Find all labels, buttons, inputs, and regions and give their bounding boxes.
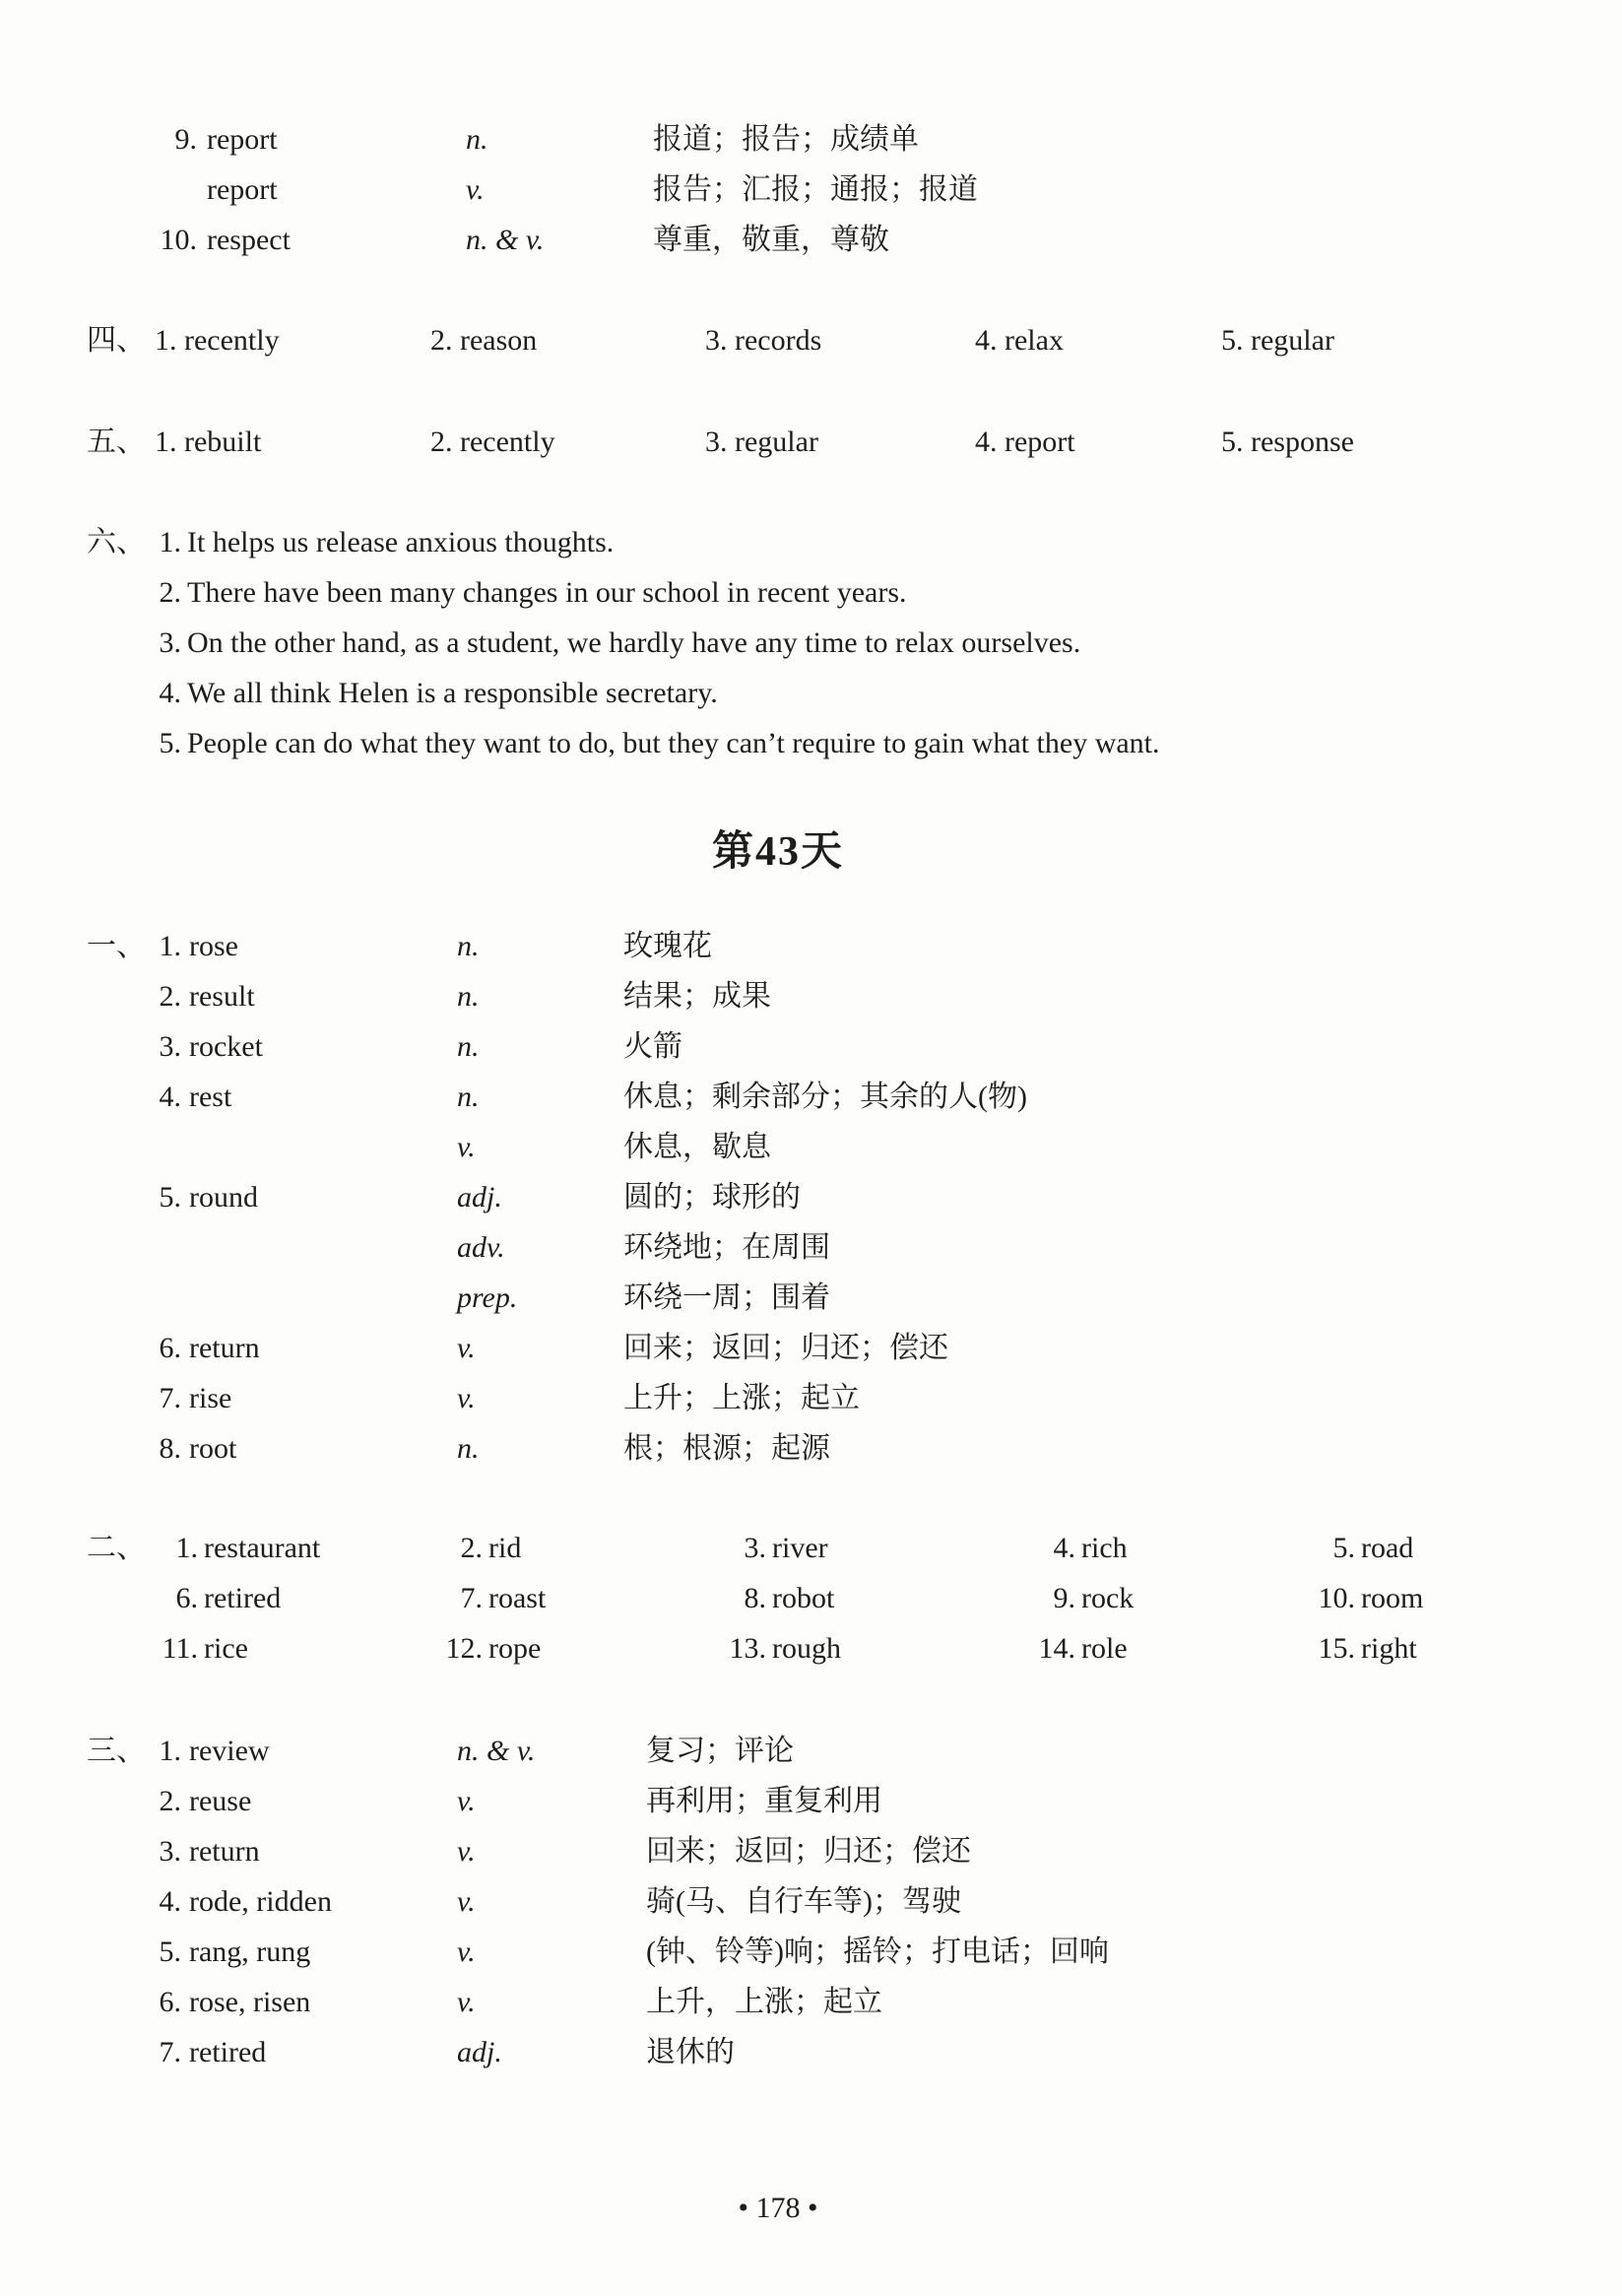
answer-row bbox=[0, 315, 1622, 365]
section-4 bbox=[0, 315, 1622, 365]
entry-word: report bbox=[207, 123, 278, 156]
entry-row bbox=[0, 1776, 1622, 1826]
part-of-speech: v. bbox=[466, 173, 485, 206]
section-label: 三、 bbox=[87, 1735, 146, 1767]
item-number: 4. bbox=[1053, 1532, 1075, 1564]
answer-item bbox=[1032, 1623, 1128, 1673]
item-word: rich bbox=[1081, 1532, 1128, 1564]
entry-word: rode, ridden bbox=[189, 1885, 332, 1918]
definition: 回来；返回；归还；偿还 bbox=[646, 1835, 971, 1868]
entry-row bbox=[0, 971, 1622, 1021]
answer-grid-row bbox=[0, 1623, 1622, 1673]
section-6 bbox=[0, 517, 1622, 768]
sentence-number: 5. bbox=[159, 727, 181, 759]
part-of-speech: v. bbox=[457, 1131, 476, 1163]
definition: 再利用；重复利用 bbox=[646, 1785, 882, 1817]
sentence-text: On the other hand, as a student, we hardly have any time to relax ourselves. bbox=[187, 626, 1081, 659]
entry-row bbox=[0, 1323, 1622, 1373]
sentence-text: There have been many changes in our school in recent years. bbox=[187, 576, 907, 609]
item-number: 8. bbox=[744, 1582, 766, 1614]
item-number: 13. bbox=[729, 1632, 766, 1665]
entry-row bbox=[0, 1072, 1622, 1122]
section-label: 六、 bbox=[87, 526, 146, 558]
item-word: role bbox=[1081, 1632, 1128, 1665]
answer-grid-row bbox=[0, 1523, 1622, 1573]
entry-number: 7. bbox=[159, 2036, 181, 2068]
definition: 报告；汇报；通报；报道 bbox=[653, 173, 978, 206]
entry-row bbox=[0, 215, 1622, 265]
section-label: 四、 bbox=[87, 324, 146, 357]
continued-vocabulary-list bbox=[0, 114, 1622, 265]
part-of-speech: v. bbox=[457, 1332, 476, 1364]
item-number: 10. bbox=[1318, 1582, 1355, 1614]
answer-item bbox=[723, 1523, 828, 1573]
entry-row bbox=[0, 1977, 1622, 2027]
answer-item: 5. response bbox=[1221, 426, 1354, 458]
entry-number: 9. bbox=[174, 123, 197, 156]
sentence-text: It helps us release anxious thoughts. bbox=[187, 526, 615, 558]
entry-word: rose bbox=[189, 930, 238, 962]
answer-item: 2. reason bbox=[430, 324, 538, 357]
sentence-row bbox=[0, 618, 1622, 668]
definition: 根；根源；起源 bbox=[623, 1432, 830, 1465]
part-of-speech: v. bbox=[457, 1935, 476, 1968]
part-of-speech: n. bbox=[457, 1081, 480, 1113]
sentence-number: 1. bbox=[159, 526, 181, 558]
sentence-number: 2. bbox=[159, 576, 181, 609]
item-number: 1. bbox=[175, 1532, 198, 1564]
answer-item: 1. recently bbox=[155, 324, 280, 357]
sentence-number: 3. bbox=[159, 626, 181, 659]
part-of-speech: v. bbox=[457, 1835, 476, 1868]
entry-word: return bbox=[189, 1835, 260, 1868]
item-number: 6. bbox=[175, 1582, 198, 1614]
entry-word: report bbox=[207, 173, 278, 206]
item-number: 7. bbox=[460, 1582, 483, 1614]
definition: 环绕地；在周围 bbox=[623, 1231, 830, 1264]
part-of-speech: n. bbox=[457, 1432, 480, 1465]
answer-item bbox=[1312, 1573, 1423, 1623]
sentence-number: 4. bbox=[159, 677, 181, 709]
part-of-speech: n. bbox=[457, 1030, 480, 1063]
sentence-text: People can do what they want to do, but they can’t require to gain what they want. bbox=[187, 727, 1160, 759]
item-word: roast bbox=[488, 1582, 547, 1614]
entry-number: 2. bbox=[159, 980, 181, 1013]
definition: 回来；返回；归还；偿还 bbox=[623, 1332, 948, 1364]
definition: 骑(马、自行车等)；驾驶 bbox=[646, 1885, 961, 1918]
answer-item bbox=[1312, 1523, 1413, 1573]
section-label: 二、 bbox=[87, 1532, 146, 1564]
definition: 上升；上涨；起立 bbox=[623, 1382, 860, 1414]
definition: 火箭 bbox=[623, 1030, 682, 1063]
answer-item bbox=[723, 1573, 834, 1623]
part-of-speech: adv. bbox=[457, 1231, 505, 1264]
sentence-row bbox=[0, 668, 1622, 718]
part-of-speech: prep. bbox=[457, 1281, 518, 1314]
part-of-speech: n. bbox=[466, 123, 488, 156]
section-label: 五、 bbox=[87, 426, 146, 458]
definition: 退休的 bbox=[646, 2036, 735, 2068]
definition: 圆的；球形的 bbox=[623, 1181, 801, 1214]
answer-grid-row bbox=[0, 1573, 1622, 1623]
answer-item: 4. report bbox=[975, 426, 1075, 458]
entry-word: review bbox=[189, 1735, 270, 1767]
entry-word: result bbox=[189, 980, 255, 1013]
entry-number: 10. bbox=[160, 224, 197, 256]
entry-number: 1. bbox=[159, 1735, 181, 1767]
entry-word: reuse bbox=[189, 1785, 252, 1817]
entry-row bbox=[0, 921, 1622, 971]
day43-section-2 bbox=[0, 1523, 1622, 1673]
item-word: robot bbox=[772, 1582, 835, 1614]
definition: 玫瑰花 bbox=[623, 930, 712, 962]
entry-number: 4. bbox=[159, 1885, 181, 1918]
part-of-speech: v. bbox=[457, 1885, 476, 1918]
entry-number: 6. bbox=[159, 1986, 181, 2018]
answer-row bbox=[0, 417, 1622, 467]
definition: 环绕一周；围着 bbox=[623, 1281, 830, 1314]
entry-word: root bbox=[189, 1432, 237, 1465]
item-word: rough bbox=[772, 1632, 841, 1665]
entry-word: rise bbox=[189, 1382, 232, 1414]
item-number: 2. bbox=[460, 1532, 483, 1564]
answer-item bbox=[155, 1523, 320, 1573]
item-number: 14. bbox=[1038, 1632, 1075, 1665]
entry-row bbox=[0, 1423, 1622, 1474]
part-of-speech: n. bbox=[457, 980, 480, 1013]
entry-number: 6. bbox=[159, 1332, 181, 1364]
item-word: rope bbox=[488, 1632, 542, 1665]
entry-number: 3. bbox=[159, 1030, 181, 1063]
item-number: 5. bbox=[1332, 1532, 1355, 1564]
item-number: 9. bbox=[1053, 1582, 1075, 1614]
entry-number: 1. bbox=[159, 930, 181, 962]
sense-row bbox=[0, 1273, 1622, 1323]
item-word: rid bbox=[488, 1532, 522, 1564]
answer-item bbox=[439, 1623, 541, 1673]
item-word: retired bbox=[204, 1582, 282, 1614]
section-5 bbox=[0, 417, 1622, 467]
entry-row bbox=[0, 1826, 1622, 1876]
entry-number: 3. bbox=[159, 1835, 181, 1868]
entry-number: 7. bbox=[159, 1382, 181, 1414]
part-of-speech: adj. bbox=[457, 1181, 502, 1214]
entry-row bbox=[0, 1927, 1622, 1977]
entry-number: 5. bbox=[159, 1935, 181, 1968]
part-of-speech: adj. bbox=[457, 2036, 502, 2068]
entry-number: 8. bbox=[159, 1432, 181, 1465]
item-number: 11. bbox=[162, 1632, 198, 1665]
sentence-text: We all think Helen is a responsible secretary. bbox=[187, 677, 718, 709]
item-number: 3. bbox=[744, 1532, 766, 1564]
part-of-speech: n. & v. bbox=[466, 224, 545, 256]
answer-item bbox=[439, 1523, 521, 1573]
sense-row bbox=[0, 1222, 1622, 1273]
entry-row bbox=[0, 1726, 1622, 1776]
sense-row bbox=[0, 1122, 1622, 1172]
day43-section-1 bbox=[0, 921, 1622, 1474]
item-word: road bbox=[1361, 1532, 1414, 1564]
entry-word: retired bbox=[189, 2036, 267, 2068]
answer-item: 5. regular bbox=[1221, 324, 1334, 357]
entry-row bbox=[0, 1876, 1622, 1927]
answer-item: 3. records bbox=[705, 324, 822, 357]
entry-row bbox=[0, 1021, 1622, 1072]
day-heading: 第43天 bbox=[711, 829, 844, 875]
answer-item: 1. rebuilt bbox=[155, 426, 262, 458]
entry-word: round bbox=[189, 1181, 258, 1214]
answer-item bbox=[723, 1623, 841, 1673]
answer-item bbox=[1032, 1573, 1134, 1623]
part-of-speech: n. bbox=[457, 930, 480, 962]
definition: 休息，歇息 bbox=[623, 1131, 771, 1163]
entry-word: rocket bbox=[189, 1030, 263, 1063]
answer-item: 2. recently bbox=[430, 426, 555, 458]
sentence-row bbox=[0, 718, 1622, 768]
definition: 尊重，敬重，尊敬 bbox=[653, 224, 889, 256]
answer-item: 3. regular bbox=[705, 426, 818, 458]
sentence-row bbox=[0, 517, 1622, 567]
item-word: room bbox=[1361, 1582, 1424, 1614]
part-of-speech: n. & v. bbox=[457, 1735, 536, 1767]
definition: 复习；评论 bbox=[646, 1735, 794, 1767]
entry-word: rose, risen bbox=[189, 1986, 311, 2018]
item-number: 15. bbox=[1318, 1632, 1355, 1665]
definition: 休息；剩余部分；其余的人(物) bbox=[623, 1081, 1027, 1113]
entry-word: rang, rung bbox=[189, 1935, 311, 1968]
definition: 上升，上涨；起立 bbox=[646, 1986, 882, 2018]
part-of-speech: v. bbox=[457, 1785, 476, 1817]
answer-item: 4. relax bbox=[975, 324, 1064, 357]
entry-row bbox=[0, 2027, 1622, 2077]
entry-row bbox=[0, 1172, 1622, 1222]
item-word: river bbox=[772, 1532, 828, 1564]
answer-item bbox=[439, 1573, 546, 1623]
entry-number: 5. bbox=[159, 1181, 181, 1214]
day43-section-3 bbox=[0, 1726, 1622, 2077]
entry-word: return bbox=[189, 1332, 260, 1364]
entry-row bbox=[0, 1373, 1622, 1423]
answer-item bbox=[155, 1623, 248, 1673]
part-of-speech: v. bbox=[457, 1986, 476, 2018]
entry-row bbox=[0, 114, 1622, 164]
entry-word: rest bbox=[189, 1081, 232, 1113]
definition: 报道；报告；成绩单 bbox=[653, 123, 919, 156]
definition: (钟、铃等)响；摇铃；打电话；回响 bbox=[646, 1935, 1109, 1968]
entry-row bbox=[0, 164, 1622, 215]
answer-item bbox=[1032, 1523, 1128, 1573]
item-word: restaurant bbox=[204, 1532, 321, 1564]
entry-number: 2. bbox=[159, 1785, 181, 1817]
sentence-row bbox=[0, 567, 1622, 618]
page-number: • 178 • bbox=[738, 2192, 818, 2224]
answer-item bbox=[1312, 1623, 1417, 1673]
section-label: 一、 bbox=[87, 930, 146, 962]
definition: 结果；成果 bbox=[623, 980, 771, 1013]
part-of-speech: v. bbox=[457, 1382, 476, 1414]
item-number: 12. bbox=[445, 1632, 483, 1665]
entry-number: 4. bbox=[159, 1081, 181, 1113]
entry-word: respect bbox=[207, 224, 291, 256]
item-word: right bbox=[1361, 1632, 1417, 1665]
item-word: rice bbox=[204, 1632, 248, 1665]
item-word: rock bbox=[1081, 1582, 1135, 1614]
answer-item bbox=[155, 1573, 281, 1623]
